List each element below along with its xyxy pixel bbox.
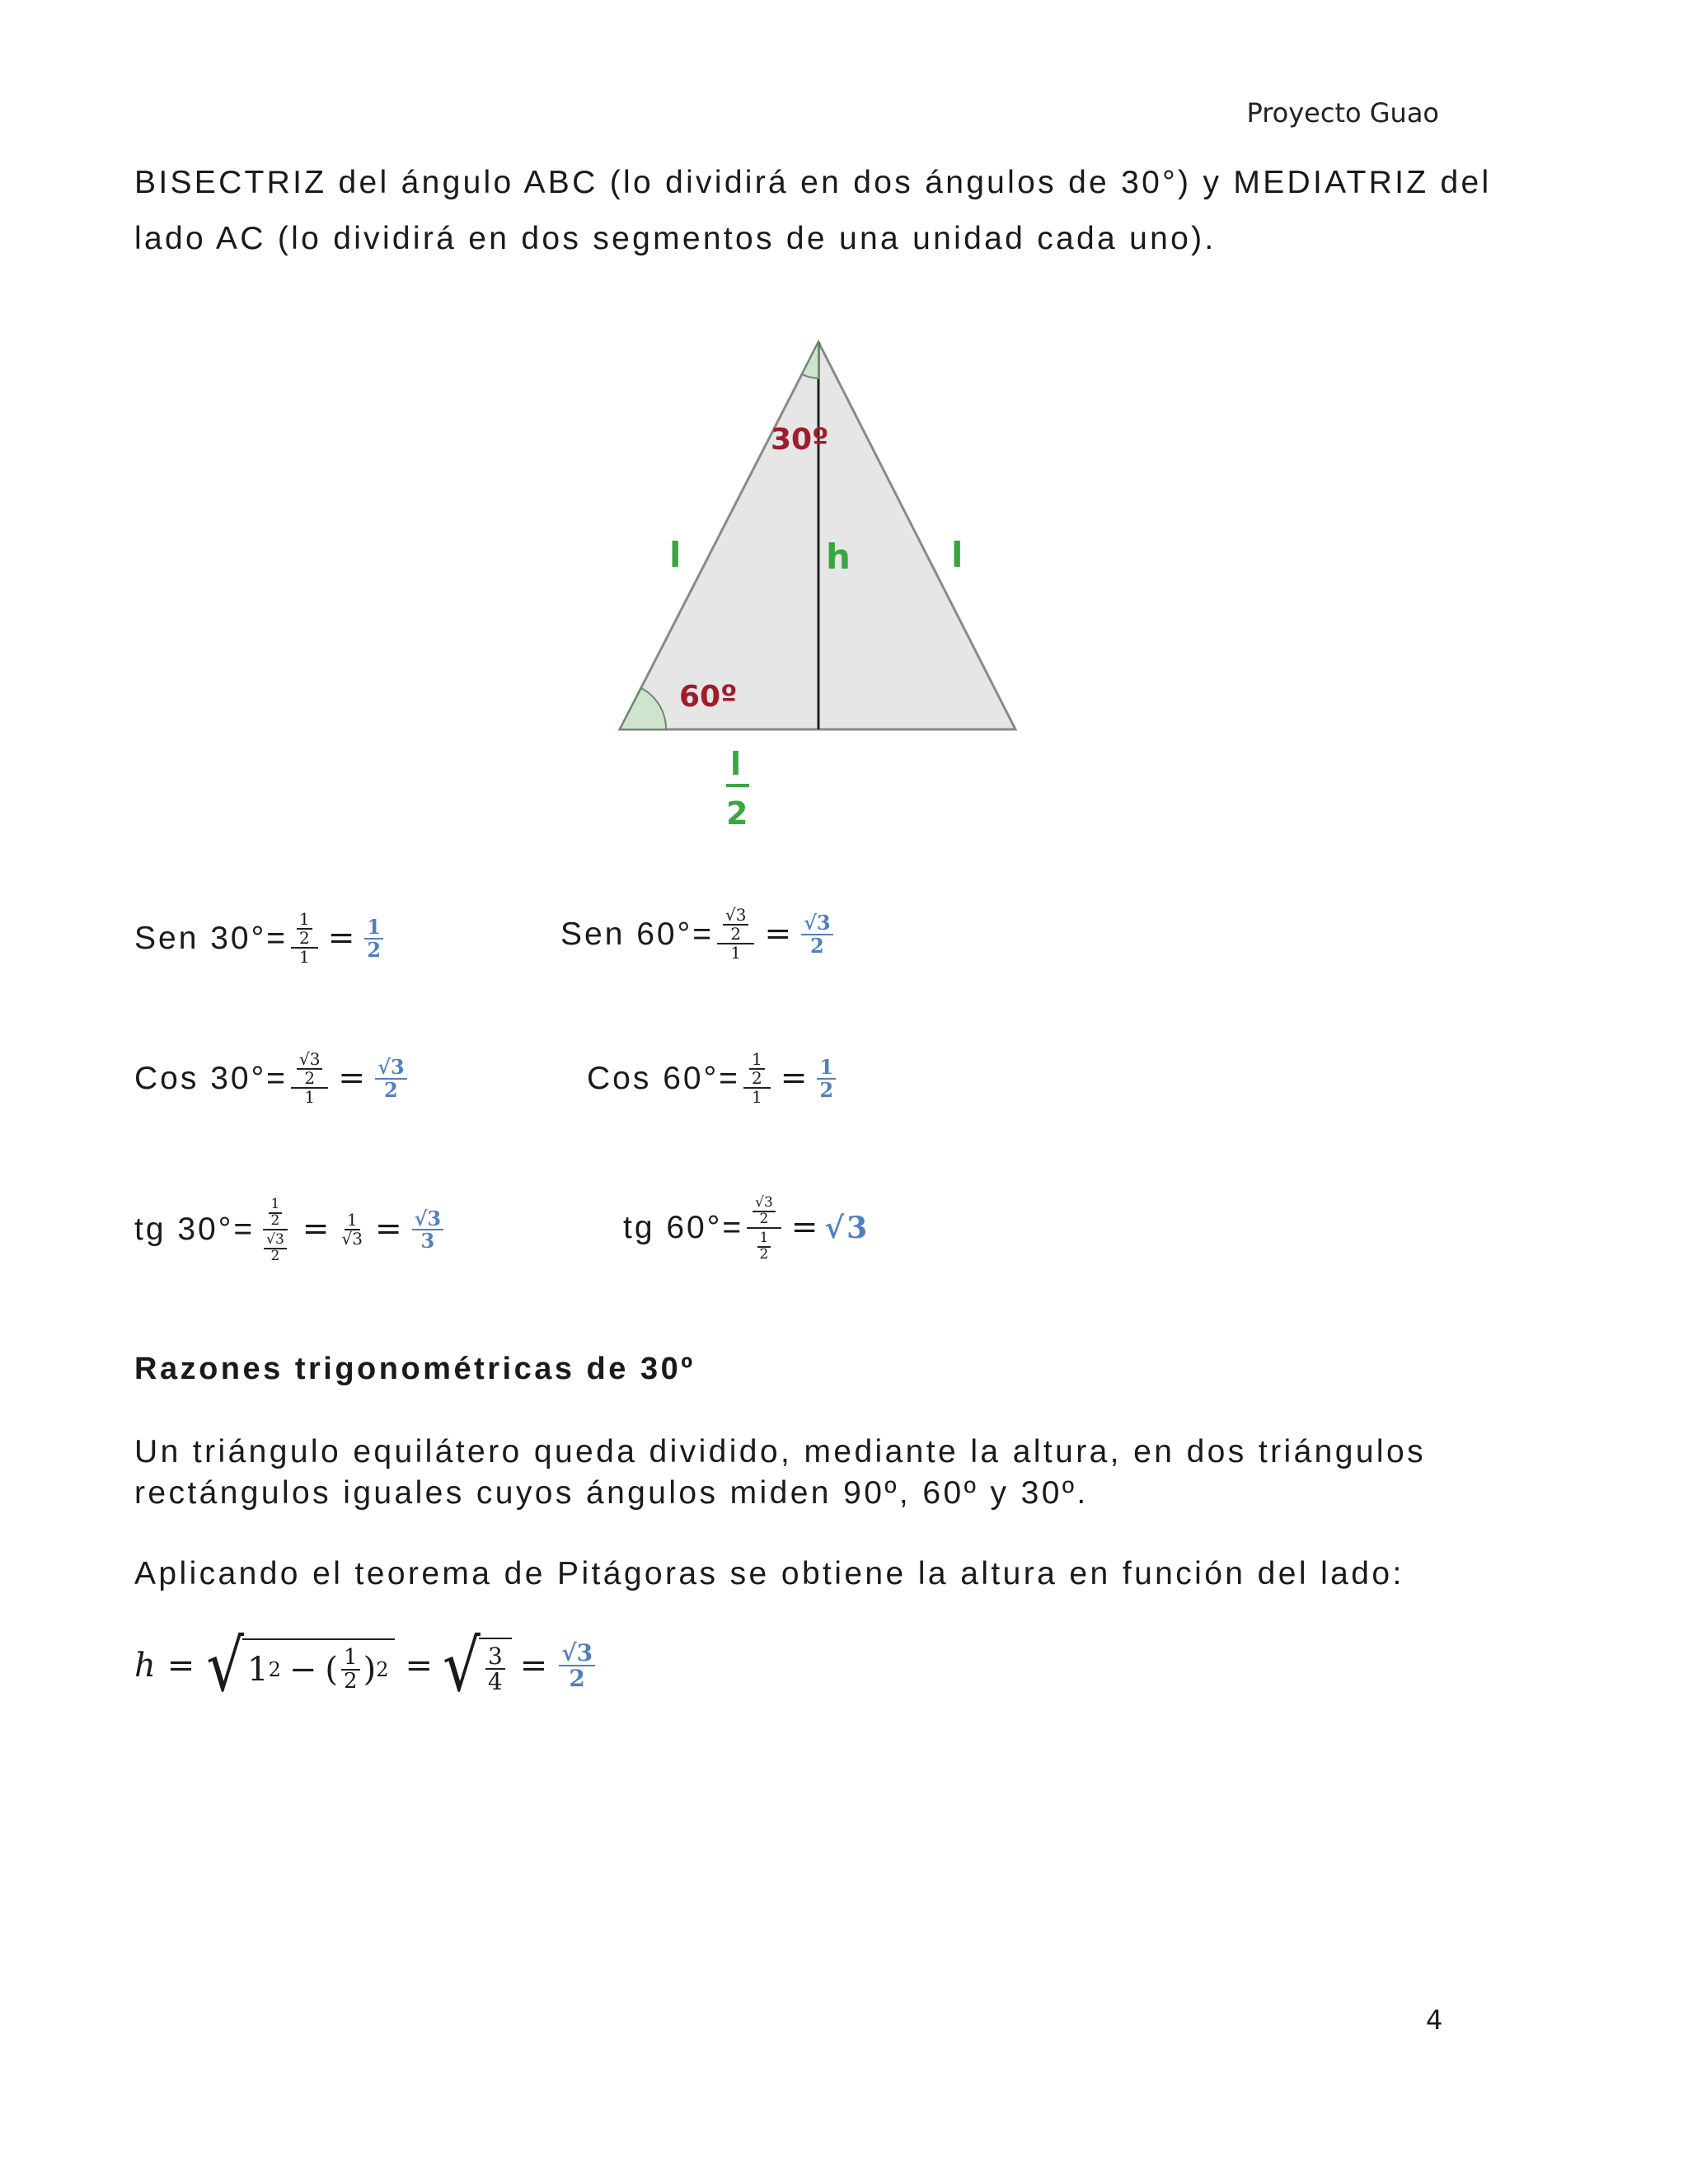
sen30-result: $\frac{1}{2}$ (364, 916, 383, 959)
tg30-intermediate: $\frac{1}{√3}$ (341, 1209, 363, 1249)
cos30-fraction: $\frac{\frac{√3}{2}}{1}$ (291, 1051, 328, 1106)
height-result: $\frac{√3}{2}$ (559, 1641, 595, 1691)
formula-tg60: tg 60°= $\frac{\frac{√3}{2}}{\frac{1}{2}}$ = √3 (623, 1194, 870, 1263)
side-right-label: l (951, 535, 964, 575)
header-project-label: Proyecto Guao (1246, 97, 1439, 129)
half-base-numerator: l (730, 746, 742, 782)
angle-60-label: 60º (679, 680, 738, 714)
paragraph-1-line-2: rectángulos iguales cuyos ángulos miden 90º, 60º y 30º. (134, 1475, 1089, 1511)
intro-line-2: lado AC (lo dividirá en dos segmentos de una unidad cada uno). (134, 221, 1217, 256)
sen30-fraction: $\frac{\frac{1}{2}}{1}$ (291, 911, 318, 966)
sen30-label: Sen 30°= (134, 920, 288, 956)
sqrt-radicand-2: $\frac{3}{4}$ (479, 1638, 512, 1694)
paragraph-2: Aplicando el teorema de Pitágoras se obtiene la altura en función del lado: (134, 1556, 1404, 1591)
cos30-label: Cos 30°= (134, 1060, 288, 1096)
height-formula: h = √ 1 2 − ( $\frac{1}{2}$ ) 2 = √ $\frac{3}{4}$ = $\frac{√3}{2}$ (134, 1636, 598, 1695)
side-left-label: l (669, 535, 682, 575)
top-angle-arc (802, 342, 818, 378)
sqrt-radicand-1: 1 2 − ( $\frac{1}{2}$ ) 2 (242, 1638, 395, 1694)
cos30-result: $\frac{√3}{2}$ (375, 1057, 406, 1099)
tg60-result: √3 (824, 1210, 870, 1245)
cos60-label: Cos 60°= (587, 1060, 740, 1096)
height-symbol: h (134, 1647, 156, 1685)
tg30-fraction: $\frac{\frac{1}{2}}{\frac{√3}{2}}$ (258, 1195, 293, 1264)
formula-cos30: Cos 30°= $\frac{\frac{√3}{2}}{1}$ = $\frac{√3}{2}$ (134, 1051, 410, 1106)
formula-sen30: Sen 30°= $\frac{\frac{1}{2}}{1}$ = $\frac{1}{2}$ (134, 911, 387, 966)
intro-line-1: BISECTRIZ del ángulo ABC (lo dividirá en dos ángulos de 30°) y MEDIATRIZ del (134, 165, 1492, 200)
paragraph-1-line-1: Un triángulo equilátero queda dividido, mediante la altura, en dos triángulos (134, 1434, 1426, 1469)
cos60-result: $\frac{1}{2}$ (817, 1057, 836, 1099)
triangle-figure (610, 330, 1022, 841)
paragraph-1 (134, 1432, 1552, 1514)
tg30-label: tg 30°= (134, 1211, 256, 1247)
page-number: 4 (1426, 2004, 1443, 2036)
sen60-fraction: $\frac{\frac{√3}{2}}{1}$ (717, 907, 754, 962)
angle-30-label: 30º (771, 423, 829, 457)
sqrt-sign-2: √ (442, 1624, 481, 1708)
tg30-result: $\frac{√3}{3}$ (412, 1208, 443, 1251)
intro-paragraph (134, 155, 1552, 267)
half-base-denominator: 2 (726, 795, 748, 832)
sen60-result: $\frac{√3}{2}$ (801, 912, 832, 955)
sqrt-sign-1: √ (206, 1624, 245, 1708)
section-title: Razones trigonométricas de 30º (134, 1352, 696, 1386)
cos60-fraction: $\frac{\frac{1}{2}}{1}$ (743, 1051, 771, 1106)
tg60-fraction: $\frac{\frac{√3}{2}}{\frac{1}{2}}$ (747, 1193, 781, 1263)
formula-sen60: Sen 60°= $\frac{\frac{√3}{2}}{1}$ = $\frac{√3}{2}$ (560, 907, 837, 962)
formula-tg30: tg 30°= $\frac{\frac{1}{2}}{\frac{√3}{2}}$ = $\frac{1}{√3}$ = $\frac{√3}{3}$ (134, 1195, 447, 1264)
tg60-label: tg 60°= (623, 1209, 744, 1245)
formula-cos60: Cos 60°= $\frac{\frac{1}{2}}{1}$ = $\frac{1}{2}$ (587, 1051, 839, 1106)
sen60-label: Sen 60°= (560, 916, 714, 952)
height-label: h (826, 537, 851, 577)
